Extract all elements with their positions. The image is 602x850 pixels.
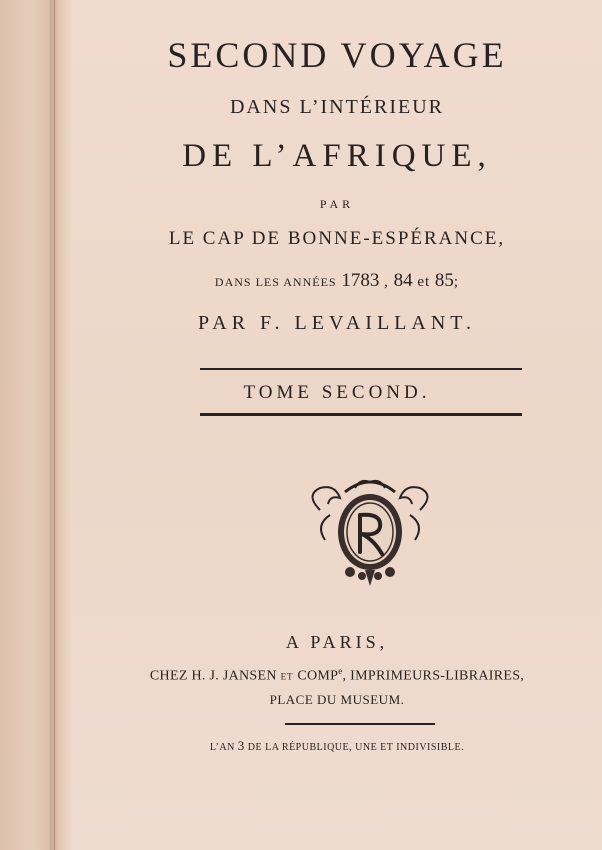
rule-bottom — [200, 413, 522, 416]
years-et: et — [412, 274, 435, 290]
imprint-date — [72, 738, 602, 754]
rule-imprint — [285, 723, 435, 725]
imprint-publisher — [72, 666, 602, 685]
publisher-comp: COMP — [293, 668, 339, 684]
years-prefix: DANS LES ANNÉES — [214, 275, 337, 289]
years-line — [72, 270, 602, 292]
book-place: DE L’AFRIQUE, — [182, 138, 492, 174]
imprint-city: A PARIS, — [285, 632, 389, 652]
gutter-fold-line — [54, 0, 55, 850]
author-line: PAR F. LEVAILLANT. — [197, 312, 477, 334]
left-page-edge — [0, 0, 54, 850]
route-line: LE CAP DE BONNE-ESPÉRANCE, — [168, 228, 506, 249]
date-year: 3 — [237, 738, 245, 753]
by-label: PAR — [319, 197, 355, 211]
book-subtitle: DANS L’INTÉRIEUR — [229, 96, 445, 118]
rule-top — [200, 368, 522, 370]
year-85: 85 — [434, 270, 454, 291]
years-end: ; — [453, 274, 460, 290]
ornament-monogram-R-icon — [300, 470, 440, 590]
year-1783: 1783 — [341, 270, 380, 291]
date-suffix: DE LA RÉPUBLIQUE, UNE ET INDIVISIBLE. — [244, 742, 465, 753]
date-prefix: L’AN — [209, 742, 238, 753]
years-separator: , — [379, 274, 394, 290]
publisher-trade: , IMPRIMEURS-LIBRAIRES, — [342, 668, 525, 684]
publisher-name: CHEZ H. J. JANSEN — [149, 668, 281, 684]
imprint-address: PLACE DU MUSEUM. — [269, 692, 405, 707]
publisher-sup: e — [338, 666, 343, 676]
year-84: 84 — [393, 270, 413, 291]
book-title: SECOND VOYAGE — [167, 35, 507, 75]
publisher-et: ET — [280, 671, 294, 682]
volume-label: TOME SECOND. — [243, 382, 431, 403]
